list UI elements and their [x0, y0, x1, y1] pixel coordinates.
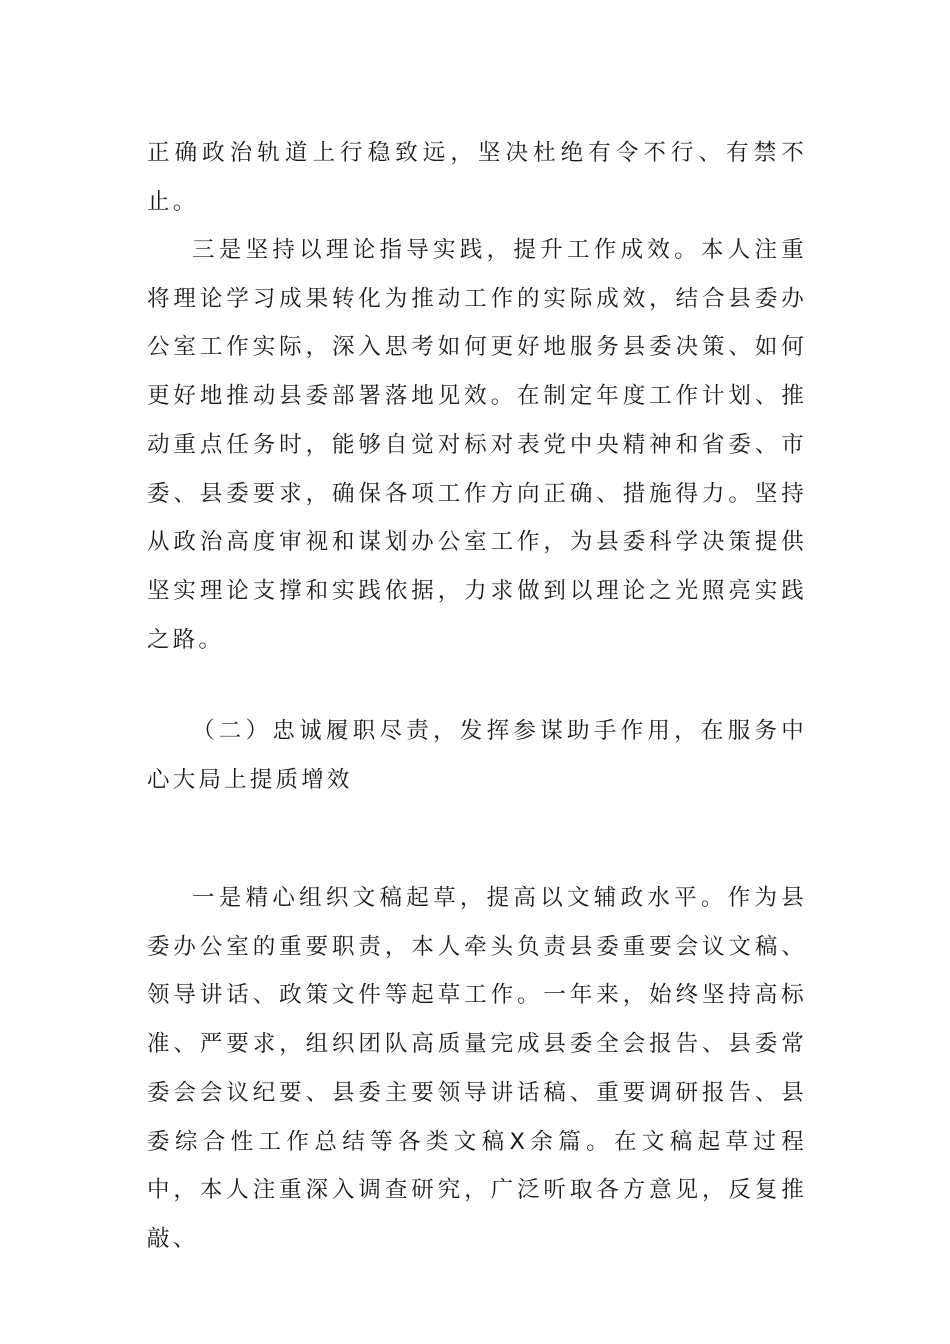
paragraph-theory-practice: 三是坚持以理论指导实践，提升工作成效。本人注重将理论学习成果转化为推动工作的实际成效，结合县委办公室工作实际，深入思考如何更好地服务县委决策、如何更好地推动县委部署落地见效。在制定年度工作计划、推动重点任务时，能够自觉对标对表党中央精神和省委、市委、县委要求，确保各项工作方向正确、措施得力。坚持从政治高度审视和谋划办公室工作，为县委科学决策提供坚实理论支撑和实践依据，力求做到以理论之光照亮实践之路。 [147, 237, 807, 653]
paragraph-drafting: 一是精心组织文稿起草，提高以文辅政水平。作为县委办公室的重要职责，本人牵头负责县委重要会议文稿、领导讲话、政策文件等起草工作。一年来，始终坚持高标准、严要求，组织团队高质量完成县委全会报告、县委常委会会议纪要、县委主要领导讲话稿、重要调研报告、县委综合性工作总结等各类文稿X余篇。在文稿起草过程中，本人注重深入调查研究，广泛听取各方意见，反复推敲、 [147, 885, 807, 1252]
section-heading-2: （二）忠诚履职尽责，发挥参谋助手作用，在服务中心大局上提质增效 [147, 718, 807, 793]
paragraph-continuation: 正确政治轨道上行稳致远，坚决杜绝有令不行、有禁不止。 [147, 140, 807, 215]
